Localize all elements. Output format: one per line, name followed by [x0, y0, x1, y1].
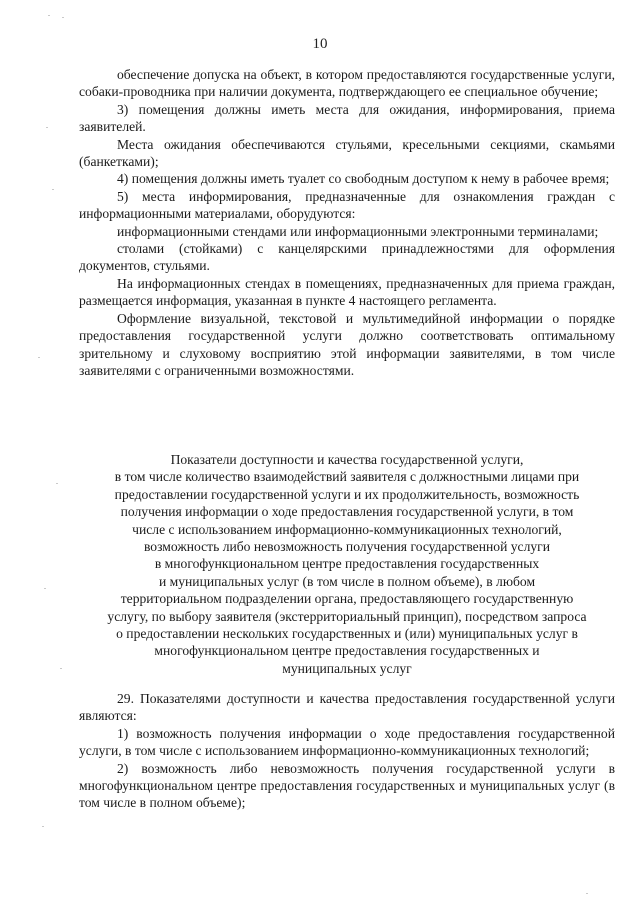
scan-speck	[52, 189, 54, 190]
heading-line: территориальном подразделении органа, предоставляющего государственную	[120, 591, 574, 607]
heading-line: получения информации о ходе предоставления государственной услуги, в том	[120, 504, 574, 520]
heading-line: возможность либо невозможность получения государственной услуги	[143, 539, 551, 555]
paragraph: 4) помещения должны иметь туалет со свободным доступом к нему в рабочее время;	[117, 171, 610, 187]
scan-speck	[48, 15, 50, 16]
paragraph: информационными стендами или информационными электронными терминалами;	[117, 223, 599, 239]
paragraph: 3) помещения должны иметь места для ожидания, информирования, приема заявителей.	[79, 101, 615, 135]
heading-line: и муниципальных услуг (в том числе в полном объеме), в любом	[158, 573, 536, 589]
scan-speck	[60, 668, 62, 669]
paragraph: 1) возможность получения информации о ходе предоставления государственной услуги, в том числе с использованием информационно-коммуникационных технологий;	[79, 725, 615, 759]
section-heading	[79, 451, 615, 677]
paragraph: столами (стойками) с канцелярскими принадлежностями для оформления документов, стульями.	[79, 241, 615, 274]
scan-speck	[56, 483, 58, 484]
heading-line: предоставлении государственной услуги и их продолжительность, возможность	[114, 486, 580, 502]
scan-speck	[38, 357, 40, 358]
heading-line: о предоставлении нескольких государственных и (или) муниципальных услуг в	[116, 626, 578, 642]
scan-speck	[62, 17, 64, 18]
paragraph: 29. Показателями доступности и качества предоставления государственной услуги являются:	[79, 691, 615, 724]
heading-line: в том числе количество взаимодействий заявителя с должностными лицами при	[114, 469, 580, 485]
paragraph: Места ожидания обеспечиваются стульями, кресельными секциями, скамьями (банкетками);	[79, 136, 615, 170]
paragraph: 2) возможность либо невозможность получения государственной услуги в многофункциональном центре предоставления государственных и муниципальных услуг (в том числе в полном объеме);	[79, 760, 615, 811]
heading-line: услугу, по выбору заявителя (экстерриториальный принцип), посредством запроса	[107, 608, 587, 624]
paragraph: обеспечение допуска на объект, в котором предоставляются государственные услуги, собаки-проводника при наличии документа, подтверждающего ее специальное обучение;	[79, 67, 615, 100]
heading-line: в многофункциональном центре предоставления государственных	[154, 556, 540, 572]
body-text-top	[79, 66, 615, 379]
paragraph: Оформление визуальной, текстовой и мультимедийной информации о порядке предоставления государственной услуги должно соответствовать оптимальному зрительному и слуховому восприятию этой информации заявителями, в том числе заявителями с ограниченными возможностями.	[79, 310, 615, 378]
heading-line: муниципальных услуг	[282, 660, 412, 676]
paragraph: 5) места информирования, предназначенные для ознакомления граждан с информационными материалами, оборудуются:	[79, 188, 615, 222]
scan-speck	[46, 127, 48, 128]
heading-line: многофункциональном центре предоставления государственных и	[154, 643, 540, 659]
scan-speck	[44, 588, 46, 589]
paragraph: На информационных стендах в помещениях, предназначенных для приема граждан, размещается информация, указанная в пункте 4 настоящего регламента.	[79, 275, 615, 309]
scan-speck	[42, 826, 44, 827]
body-text-bottom	[79, 690, 615, 812]
page-number: 10	[312, 36, 328, 52]
scan-speck	[586, 893, 588, 894]
heading-line: числе с использованием информационно-коммуникационных технологий,	[132, 521, 562, 537]
heading-line: Показатели доступности и качества государственной услуги,	[170, 452, 524, 467]
